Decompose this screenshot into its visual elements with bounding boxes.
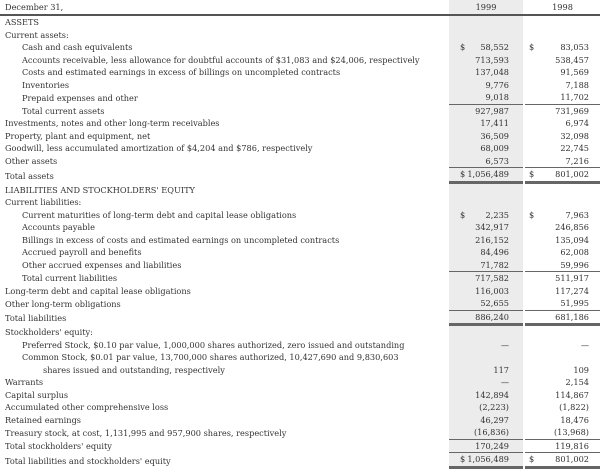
header-row [0, 0, 600, 16]
value-1999: 58,552 [480, 42, 509, 53]
value-1999: 9,776 [485, 79, 509, 90]
value-1999: 68,009 [480, 143, 509, 154]
value-1999: 2,235 [485, 209, 509, 220]
row-label: Accumulated other comprehensive loss [5, 402, 169, 413]
currency-symbol: $ [460, 169, 466, 180]
value-1999: 1,056,489 [467, 169, 509, 180]
currency-symbol: $ [460, 454, 466, 465]
value-1998: 83,053 [560, 42, 589, 53]
table-row [0, 351, 600, 364]
table-row [0, 209, 600, 222]
header-date-label: December 31, [0, 0, 449, 16]
value-1998: 22,745 [560, 143, 589, 154]
row-label: Accounts payable [22, 222, 95, 233]
row-label: Accounts receivable, less allowance for doubtful accounts of $31,083 and $24,006, respectively [22, 54, 420, 65]
value-1998: 109 [573, 364, 589, 375]
row-label: shares issued and outstanding, respectively [43, 364, 225, 375]
table-row [0, 142, 600, 155]
currency-symbol: $ [529, 209, 535, 220]
row-label: Total liabilities [5, 313, 67, 324]
currency-symbol: $ [529, 169, 535, 180]
table-row [0, 326, 600, 339]
table-row [0, 168, 600, 184]
value-1998: 801,002 [555, 169, 589, 180]
row-label: Other long-term obligations [5, 298, 121, 309]
table-row [0, 16, 600, 29]
value-1998: 51,995 [560, 298, 589, 309]
value-1998: 32,098 [560, 130, 589, 141]
value-1999: 6,573 [485, 155, 509, 166]
value-1998: 114,867 [555, 389, 589, 400]
table-row [0, 66, 600, 79]
table-row [0, 246, 600, 259]
row-label: Property, plant and equipment, net [5, 130, 151, 141]
row-label: Investments, notes and other long-term receivables [5, 118, 220, 129]
row-label: Long-term debt and capital lease obligations [5, 285, 191, 296]
row-label: Total current assets [22, 105, 105, 116]
header-year-1999: 1999 [475, 2, 497, 12]
table-row [0, 426, 600, 440]
value-1998: 117,274 [555, 285, 589, 296]
row-label: Total assets [5, 170, 54, 181]
row-label: Retained earnings [5, 414, 82, 425]
value-1998: 91,569 [560, 67, 589, 78]
row-label: Treasury stock, at cost, 1,131,995 and 957,900 shares, respectively [5, 427, 287, 438]
row-label: Prepaid expenses and other [22, 92, 138, 103]
row-label: Common Stock, $0.01 par value, 13,700,000 shares authorized, 10,427,690 and 9,830,603 [22, 352, 399, 363]
currency-symbol: $ [529, 42, 535, 53]
row-label: ASSETS [5, 17, 40, 28]
row-label: Goodwill, less accumulated amortization of $4,204 and $786, respectively [5, 143, 313, 154]
table-row [0, 389, 600, 402]
value-1999: 71,782 [480, 259, 509, 270]
value-1998: 59,996 [560, 259, 589, 270]
value-1999: 170,249 [475, 440, 509, 451]
table-row [0, 376, 600, 389]
value-1999: 117 [493, 364, 509, 375]
value-1998: (13,968) [553, 427, 589, 438]
table-row [0, 117, 600, 130]
value-1999: 713,593 [475, 54, 509, 65]
row-label: Stockholders' equity: [5, 327, 93, 338]
value-1998: 18,476 [560, 414, 589, 425]
row-label: Capital surplus [5, 389, 69, 400]
table-row [0, 196, 600, 209]
value-1998: (1,822) [559, 402, 589, 413]
value-1998: 246,856 [555, 222, 589, 233]
table-row [0, 297, 600, 311]
value-1999: 927,987 [475, 105, 509, 116]
table-row [0, 364, 600, 377]
value-1998: 11,702 [560, 92, 589, 103]
value-1999: (16,836) [473, 427, 509, 438]
value-1998: 2,154 [565, 377, 589, 388]
currency-symbol: $ [460, 209, 466, 220]
header-year-1998: 1998 [552, 2, 573, 12]
table-row [0, 440, 600, 454]
value-1998: 511,917 [555, 273, 589, 284]
row-label: Total current liabilities [22, 273, 118, 284]
row-label: Cash and cash equivalents [22, 42, 133, 53]
value-1999: (2,223) [479, 402, 509, 413]
row-label: Total liabilities and stockholders' equity [5, 455, 171, 466]
row-label: Inventories [22, 79, 70, 90]
table-row [0, 414, 600, 427]
currency-symbol: $ [460, 42, 466, 53]
table-row [0, 259, 600, 273]
value-1999: 17,411 [480, 118, 509, 129]
table-row [0, 221, 600, 234]
value-1999: 717,582 [475, 273, 509, 284]
table-row [0, 401, 600, 414]
value-1998: 62,008 [560, 247, 589, 258]
table-row [0, 29, 600, 42]
row-label: Preferred Stock, $0.10 par value, 1,000,000 shares authorized, zero issued and outstanding [22, 339, 405, 350]
row-label: Total stockholders' equity [5, 441, 112, 452]
table-row [0, 79, 600, 92]
value-1999: 137,048 [475, 67, 509, 78]
value-1998: 538,457 [555, 54, 589, 65]
table-row [0, 311, 600, 327]
table-row [0, 234, 600, 247]
row-label: Other assets [5, 156, 58, 167]
row-label: Billings in excess of costs and estimated earnings on uncompleted contracts [22, 234, 340, 245]
row-label: Other accrued expenses and liabilities [22, 260, 182, 271]
table-row [0, 339, 600, 352]
value-1999: — [500, 377, 509, 388]
value-1999: 84,496 [480, 247, 509, 258]
table-row [0, 285, 600, 298]
value-1999: 342,917 [475, 222, 509, 233]
row-label: Current maturities of long-term debt and capital lease obligations [22, 209, 297, 220]
table-row [0, 184, 600, 197]
table-row [0, 130, 600, 143]
value-1999: 1,056,489 [467, 454, 509, 465]
value-1998: 7,216 [565, 155, 589, 166]
value-1998: — [580, 339, 589, 350]
value-1999: 116,003 [475, 285, 509, 296]
table-row [0, 155, 600, 169]
table-row [0, 453, 600, 469]
value-1999: 52,655 [480, 298, 509, 309]
currency-symbol: $ [529, 454, 535, 465]
value-1999: 9,018 [485, 92, 509, 103]
table-row [0, 105, 600, 118]
value-1999: 36,509 [480, 130, 509, 141]
value-1998: 7,963 [565, 209, 589, 220]
row-label: Accrued payroll and benefits [22, 247, 142, 258]
value-1998: 7,188 [565, 79, 589, 90]
value-1998: 119,816 [555, 440, 589, 451]
value-1999: — [500, 339, 509, 350]
value-1998: 801,002 [555, 454, 589, 465]
value-1999: 886,240 [475, 311, 509, 322]
row-label: LIABILITIES AND STOCKHOLDERS' EQUITY [5, 184, 195, 195]
value-1999: 216,152 [475, 234, 509, 245]
row-label: Current assets: [5, 29, 69, 40]
table-row [0, 272, 600, 285]
value-1998: 6,974 [565, 118, 589, 129]
table-row [0, 41, 600, 54]
value-1998: 135,094 [555, 234, 589, 245]
value-1998: 731,969 [555, 105, 589, 116]
row-label: Warrants [5, 377, 44, 388]
table-row [0, 91, 600, 105]
table-row [0, 54, 600, 67]
value-1999: 142,894 [475, 389, 509, 400]
row-label: Costs and estimated earnings in excess of billings on uncompleted contracts [22, 67, 341, 78]
value-1999: 46,297 [480, 414, 509, 425]
row-label: Current liabilities: [5, 197, 82, 208]
value-1998: 681,186 [555, 311, 589, 322]
